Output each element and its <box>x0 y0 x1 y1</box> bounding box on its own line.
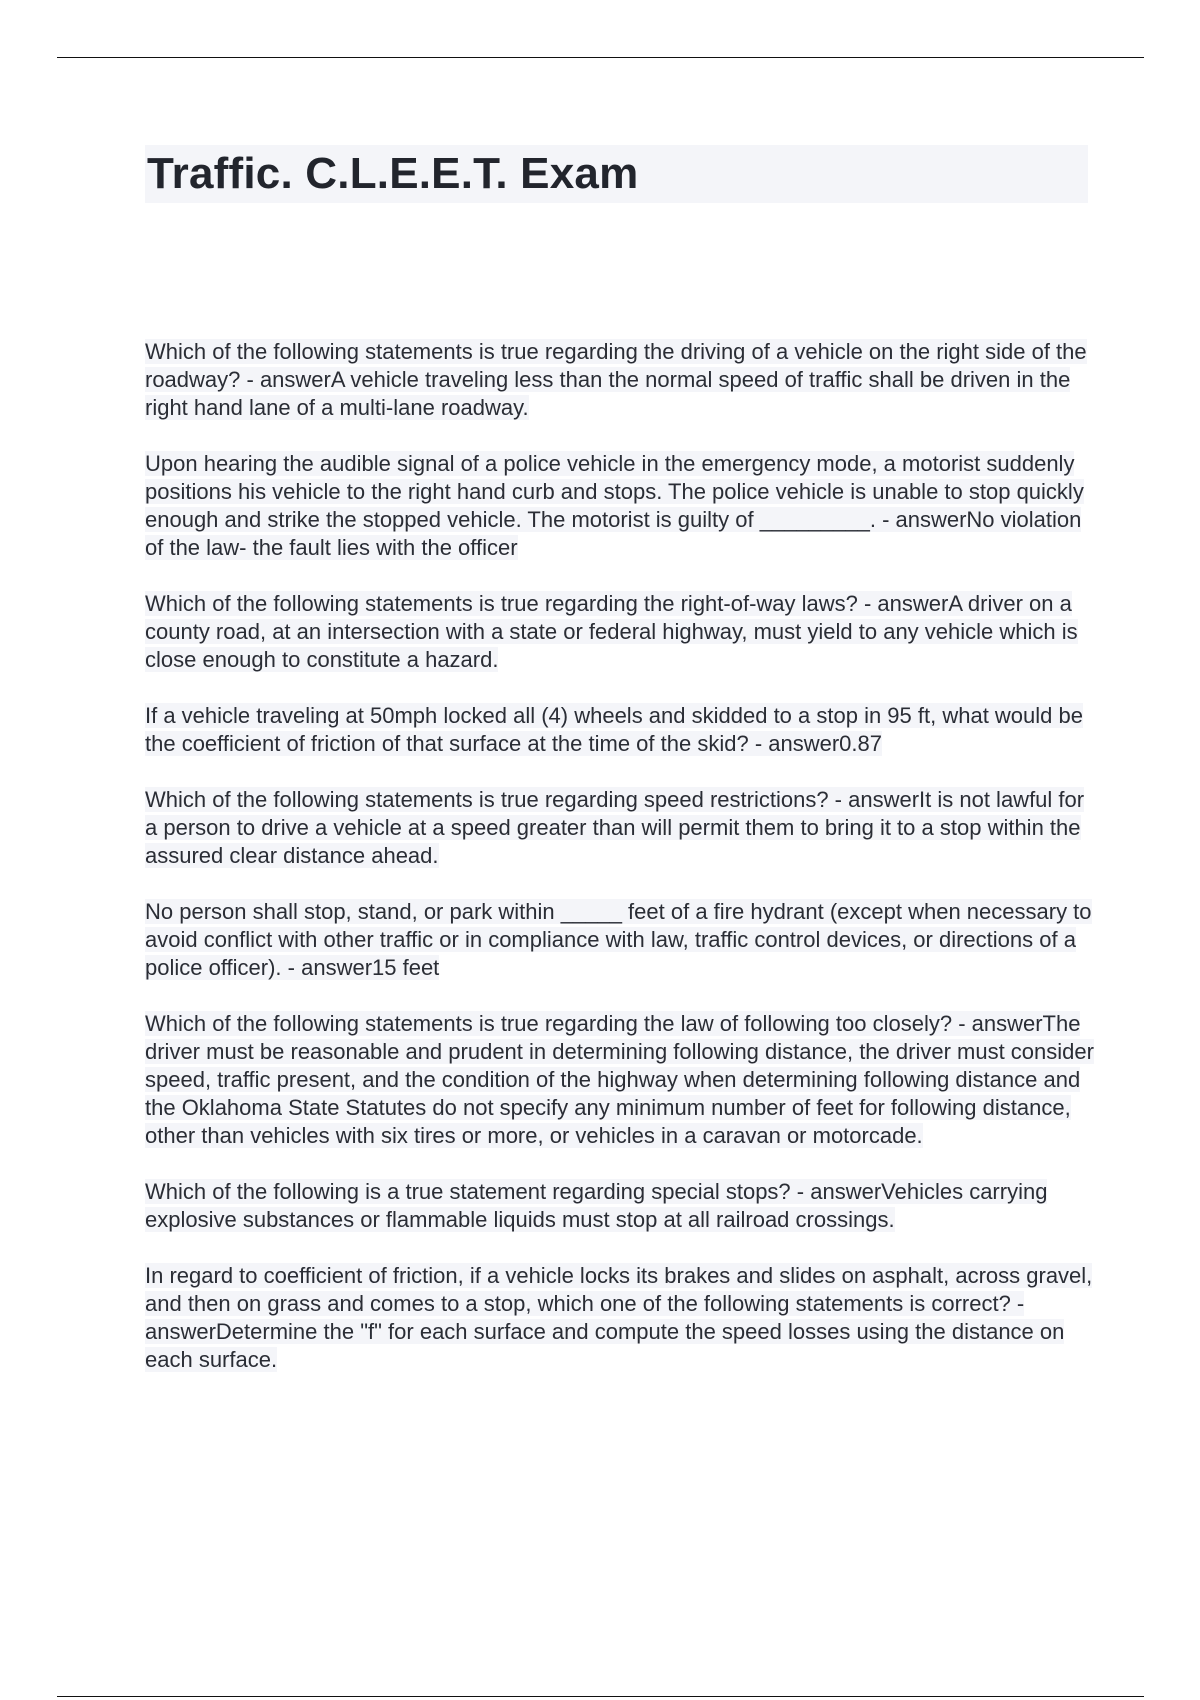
qa-item-4 <box>145 702 1095 758</box>
qa-text: In regard to coefficient of friction, if a vehicle locks its brakes and slides on asphalt, across gravel, and then on grass and comes to a stop, which one of the following statements is correct? - answerDetermine the "f" for each surface and compute the speed losses using the distance on each surface. <box>145 1263 1093 1372</box>
page-bottom-rule <box>57 1696 1144 1697</box>
qa-item-8 <box>145 1178 1095 1234</box>
qa-text: Which of the following statements is true regarding the right-of-way laws? - answerA driver on a county road, at an intersection with a state or federal highway, must yield to any vehicle which is close enough to constitute a hazard. <box>145 591 1078 672</box>
qa-text: Upon hearing the audible signal of a police vehicle in the emergency mode, a motorist suddenly positions his vehicle to the right hand curb and stops. The police vehicle is unable to stop quickly enough and strike the stopped vehicle. The motorist is guilty of _________. - answerNo violation of the law- the fault lies with the officer <box>145 451 1084 560</box>
qa-item-6 <box>145 898 1095 982</box>
qa-text: Which of the following is a true statement regarding special stops? - answerVehicles carrying explosive substances or flammable liquids must stop at all railroad crossings. <box>145 1179 1048 1232</box>
qa-item-5 <box>145 786 1095 870</box>
qa-list <box>145 338 1095 1402</box>
qa-item-2 <box>145 450 1095 562</box>
page-title: Traffic. C.L.E.E.T. Exam <box>147 149 639 198</box>
qa-text: Which of the following statements is true regarding speed restrictions? - answerIt is not lawful for a person to drive a vehicle at a speed greater than will permit them to bring it to a stop within the assured clear distance ahead. <box>145 787 1085 868</box>
qa-text: No person shall stop, stand, or park within _____ feet of a fire hydrant (except when necessary to avoid conflict with other traffic or in compliance with law, traffic control devices, or directions of a police officer). - answer15 feet <box>145 899 1092 980</box>
qa-item-7 <box>145 1010 1095 1150</box>
qa-item-3 <box>145 590 1095 674</box>
page-top-rule <box>57 57 1144 58</box>
qa-item-9 <box>145 1262 1095 1374</box>
qa-item-1 <box>145 338 1095 422</box>
qa-text: If a vehicle traveling at 50mph locked all (4) wheels and skidded to a stop in 95 ft, what would be the coefficient of friction of that surface at the time of the skid? - answer0.87 <box>145 703 1083 756</box>
qa-text: Which of the following statements is true regarding the driving of a vehicle on the right side of the roadway? - answerA vehicle traveling less than the normal speed of traffic shall be driven in the right hand lane of a multi-lane roadway. <box>145 339 1087 420</box>
qa-text: Which of the following statements is true regarding the law of following too closely? - answerThe driver must be reasonable and prudent in determining following distance, the driver must consider speed, traffic present, and the condition of the highway when determining following distance and the Oklahoma State Statutes do not specify any minimum number of feet for following distance, other than vehicles with six tires or more, or vehicles in a caravan or motorcade. <box>145 1011 1094 1148</box>
